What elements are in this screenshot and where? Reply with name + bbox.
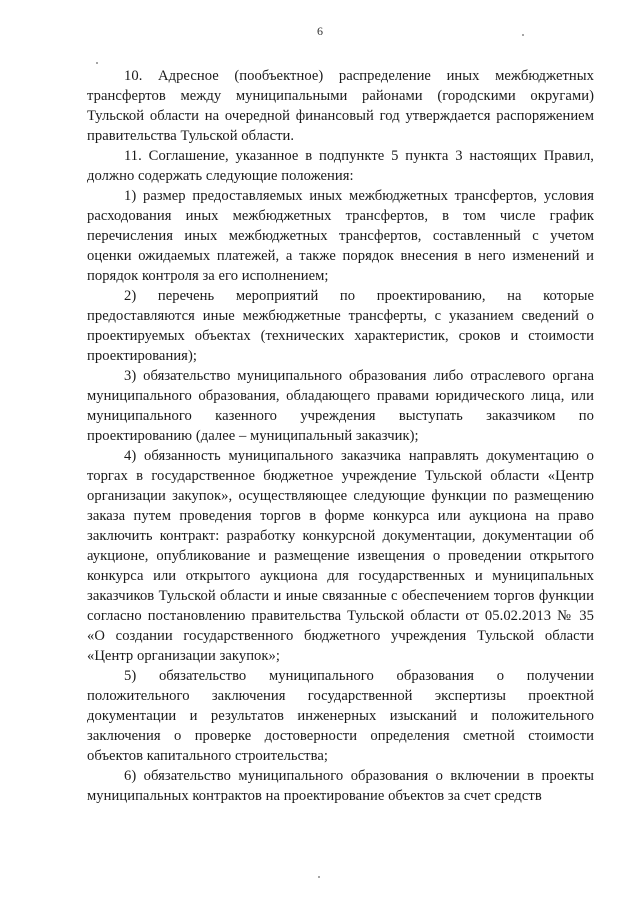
scan-speck — [96, 62, 98, 64]
list-item-2: 2) перечень мероприятий по проектированию, на которые предоставляются иные межбюджетные трансферты, с указанием сведений о проектируемых объектах (технических характеристик, сроков и стоимости проектирования); — [87, 288, 594, 364]
page-number: 6 — [317, 24, 323, 38]
list-item-3: 3) обязательство муниципального образования либо отраслевого органа муниципального образования, обладающего правами юридического лица, или муниципального казенного учреждения выступать заказчиком по проектированию (далее – муниципальный заказчик); — [87, 368, 594, 444]
document-body — [87, 66, 594, 806]
scan-speck — [318, 876, 320, 878]
list-item-5: 5) обязательство муниципального образования о получении положительного заключения государственной экспертизы проектной документации и результатов инженерных изысканий и положительного заключения о проверке достоверности определения сметной стоимости объектов капитального строительства; — [87, 668, 594, 764]
scan-speck — [522, 34, 524, 36]
paragraph-10: 10. Адресное (пообъектное) распределение иных межбюджетных трансфертов между муниципальными районами (городскими округами) Тульской области на очередной финансовый год утверждается распоряжением правительства Тульской области. — [87, 68, 594, 144]
list-item-6: 6) обязательство муниципального образования о включении в проекты муниципальных контрактов на проектирование объектов за счет средств — [87, 768, 594, 804]
paragraph-11: 11. Соглашение, указанное в подпункте 5 пункта 3 настоящих Правил, должно содержать следующие положения: — [87, 148, 594, 184]
list-item-1: 1) размер предоставляемых иных межбюджетных трансфертов, условия расходования иных межбюджетных трансфертов, в том числе график перечисления иных межбюджетных трансфертов, составленный с учетом оценки ожидаемых платежей, а также порядок внесения в него изменений и порядок контроля за его исполнением; — [87, 188, 594, 284]
list-item-4: 4) обязанность муниципального заказчика направлять документацию о торгах в государственное бюджетное учреждение Тульской области «Центр организации закупок», осуществляющее следующие функции по размещению заказа путем проведения торгов в форме конкурса или аукциона на право заключить контракт: разработку конкурсной документации, документации об аукционе, опубликование и размещение извещения о проведении открытого конкурса или открытого аукциона для государственных и муниципальных заказчиков Тульской области и иные связанные с обеспечением торгов функции согласно постановлению правительства Тульской области от 05.02.2013 № 35 «О создании государственного бюджетного учреждения Тульской области «Центр организации закупок»; — [87, 448, 594, 664]
